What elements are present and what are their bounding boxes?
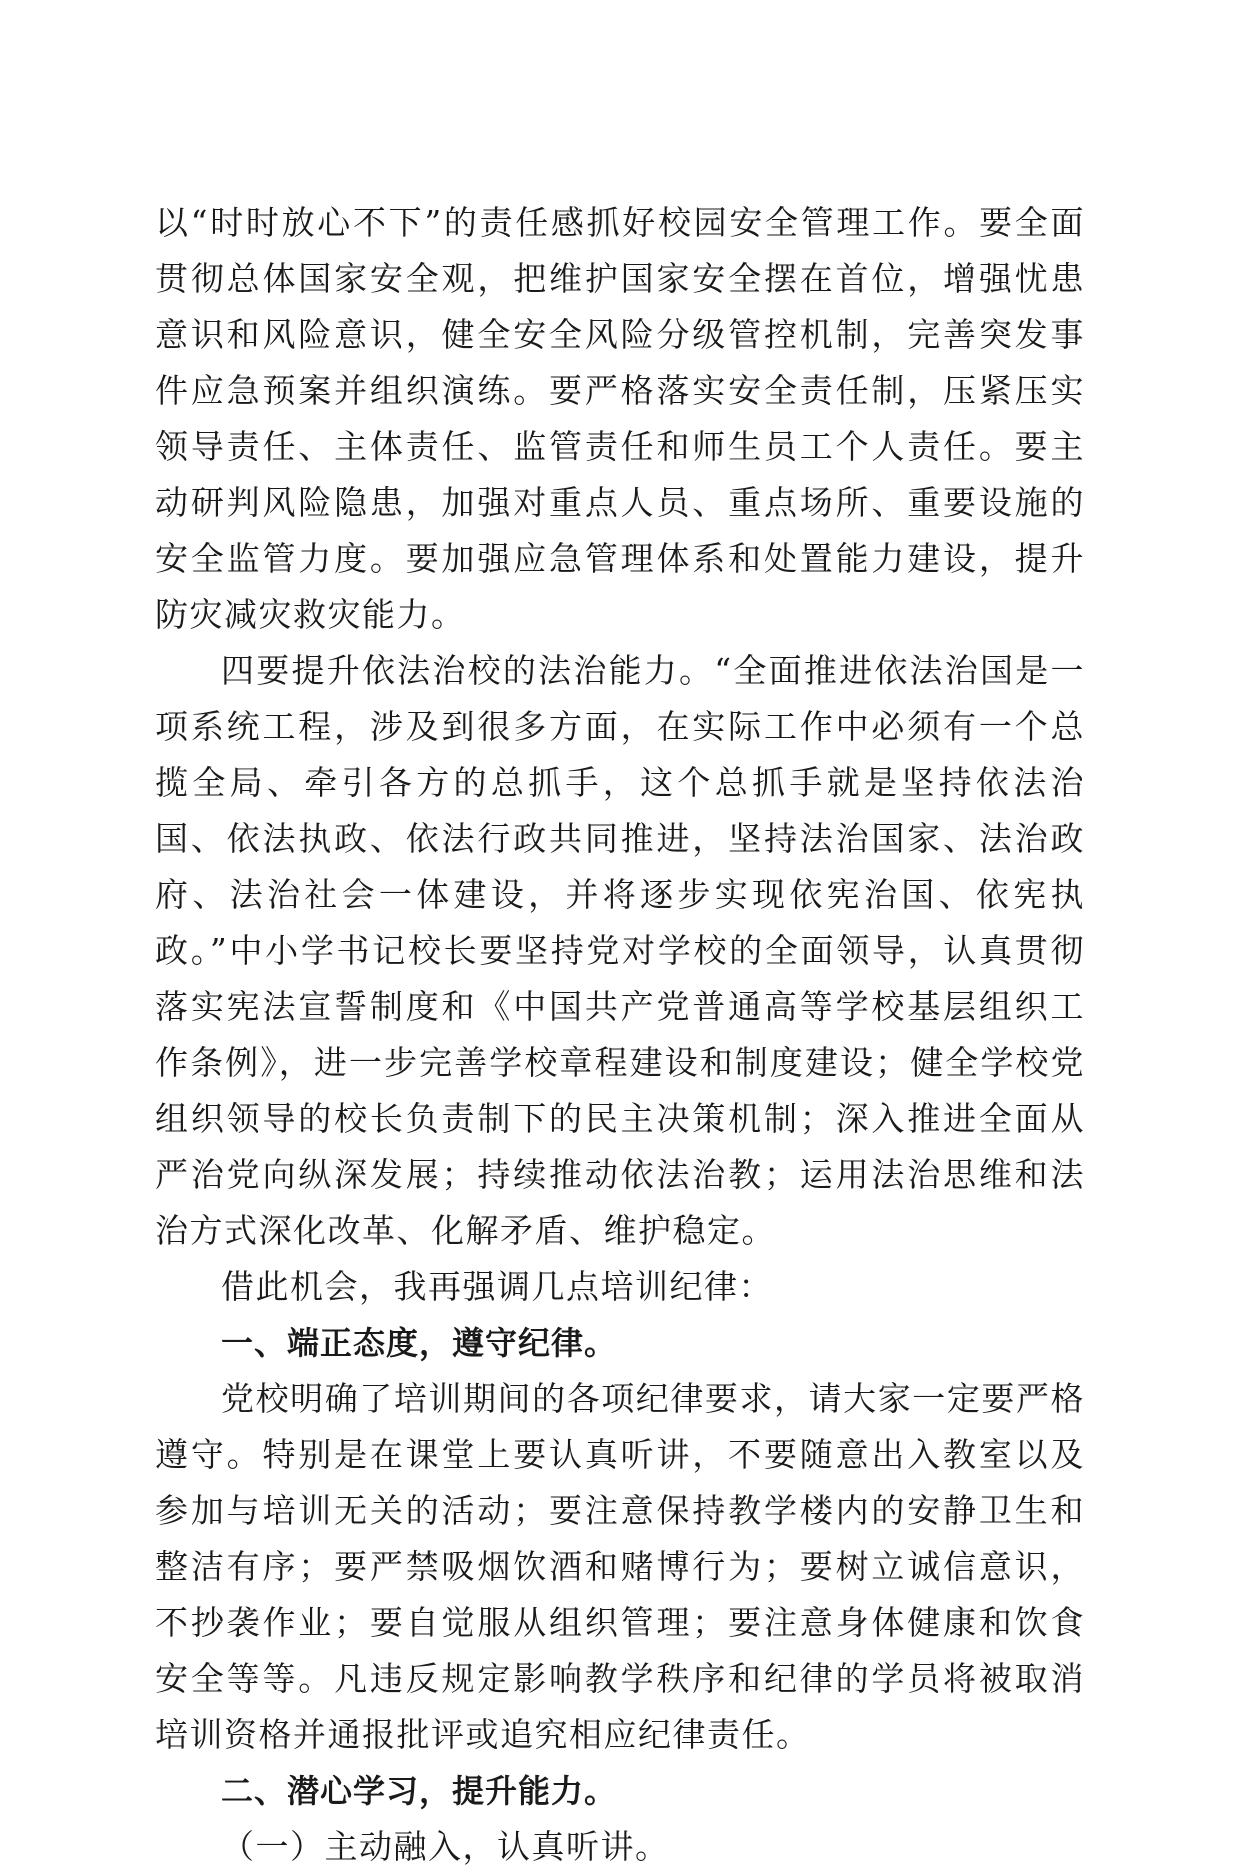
- paragraph-rule-of-law: 四要提升依法治校的法治能力。“全面推进依法治国是一项系统工程，涉及到很多方面，在实际工作中必须有一个总揽全局、牵引各方的总抓手，这个总抓手就是坚持依法治国、依法执政、依法行政共同推进，坚持法治国家、法治政府、法治社会一体建设，并将逐步实现依宪治国、依宪执政。”中小学书记校长要坚持党对学校的全面领导，认真贯彻落实宪法宣誓制度和《中国共产党普通高等学校基层组织工作条例》，进一步完善学校章程建设和制度建设；健全学校党组织领导的校长负责制下的民主决策机制；深入推进全面从严治党向纵深发展；持续推动依法治教；运用法治思维和法治方式深化改革、化解矛盾、维护稳定。: [155, 651, 1085, 1250]
- paragraph-training-discipline-intro: 借此机会，我再强调几点培训纪律：: [221, 1267, 773, 1306]
- section-heading-study-ability: 二、潜心学习，提升能力。: [221, 1772, 618, 1810]
- subsection-heading-listen-carefully: （一）主动融入，认真听讲。: [221, 1827, 670, 1866]
- section-heading-attitude-discipline: 一、端正态度，遵守纪律。: [221, 1324, 618, 1362]
- paragraph-campus-safety: 以“时时放心不下”的责任感抓好校园安全管理工作。要全面贯彻总体国家安全观，把维护国家安全摆在首位，增强忧患意识和风险意识，健全安全风险分级管控机制，完善突发事件应急预案并组织演练。要严格落实安全责任制，压紧压实领导责任、主体责任、监管责任和师生员工个人责任。要主动研判风险隐患，加强对重点人员、重点场所、重要设施的安全监管力度。要加强应急管理体系和处置能力建设，提升防灾减灾救灾能力。: [155, 203, 1085, 634]
- document-body: [155, 195, 1085, 1875]
- paragraph-discipline-requirements: 党校明确了培训期间的各项纪律要求，请大家一定要严格遵守。特别是在课堂上要认真听讲，不要随意出入教室以及参加与培训无关的活动；要注意保持教学楼内的安静卫生和整洁有序；要严禁吸烟饮酒和赌博行为；要树立诚信意识，不抄袭作业；要自觉服从组织管理；要注意身体健康和饮食安全等等。凡违反规定影响教学秩序和纪律的学员将被取消培训资格并通报批评或追究相应纪律责任。: [155, 1379, 1085, 1754]
